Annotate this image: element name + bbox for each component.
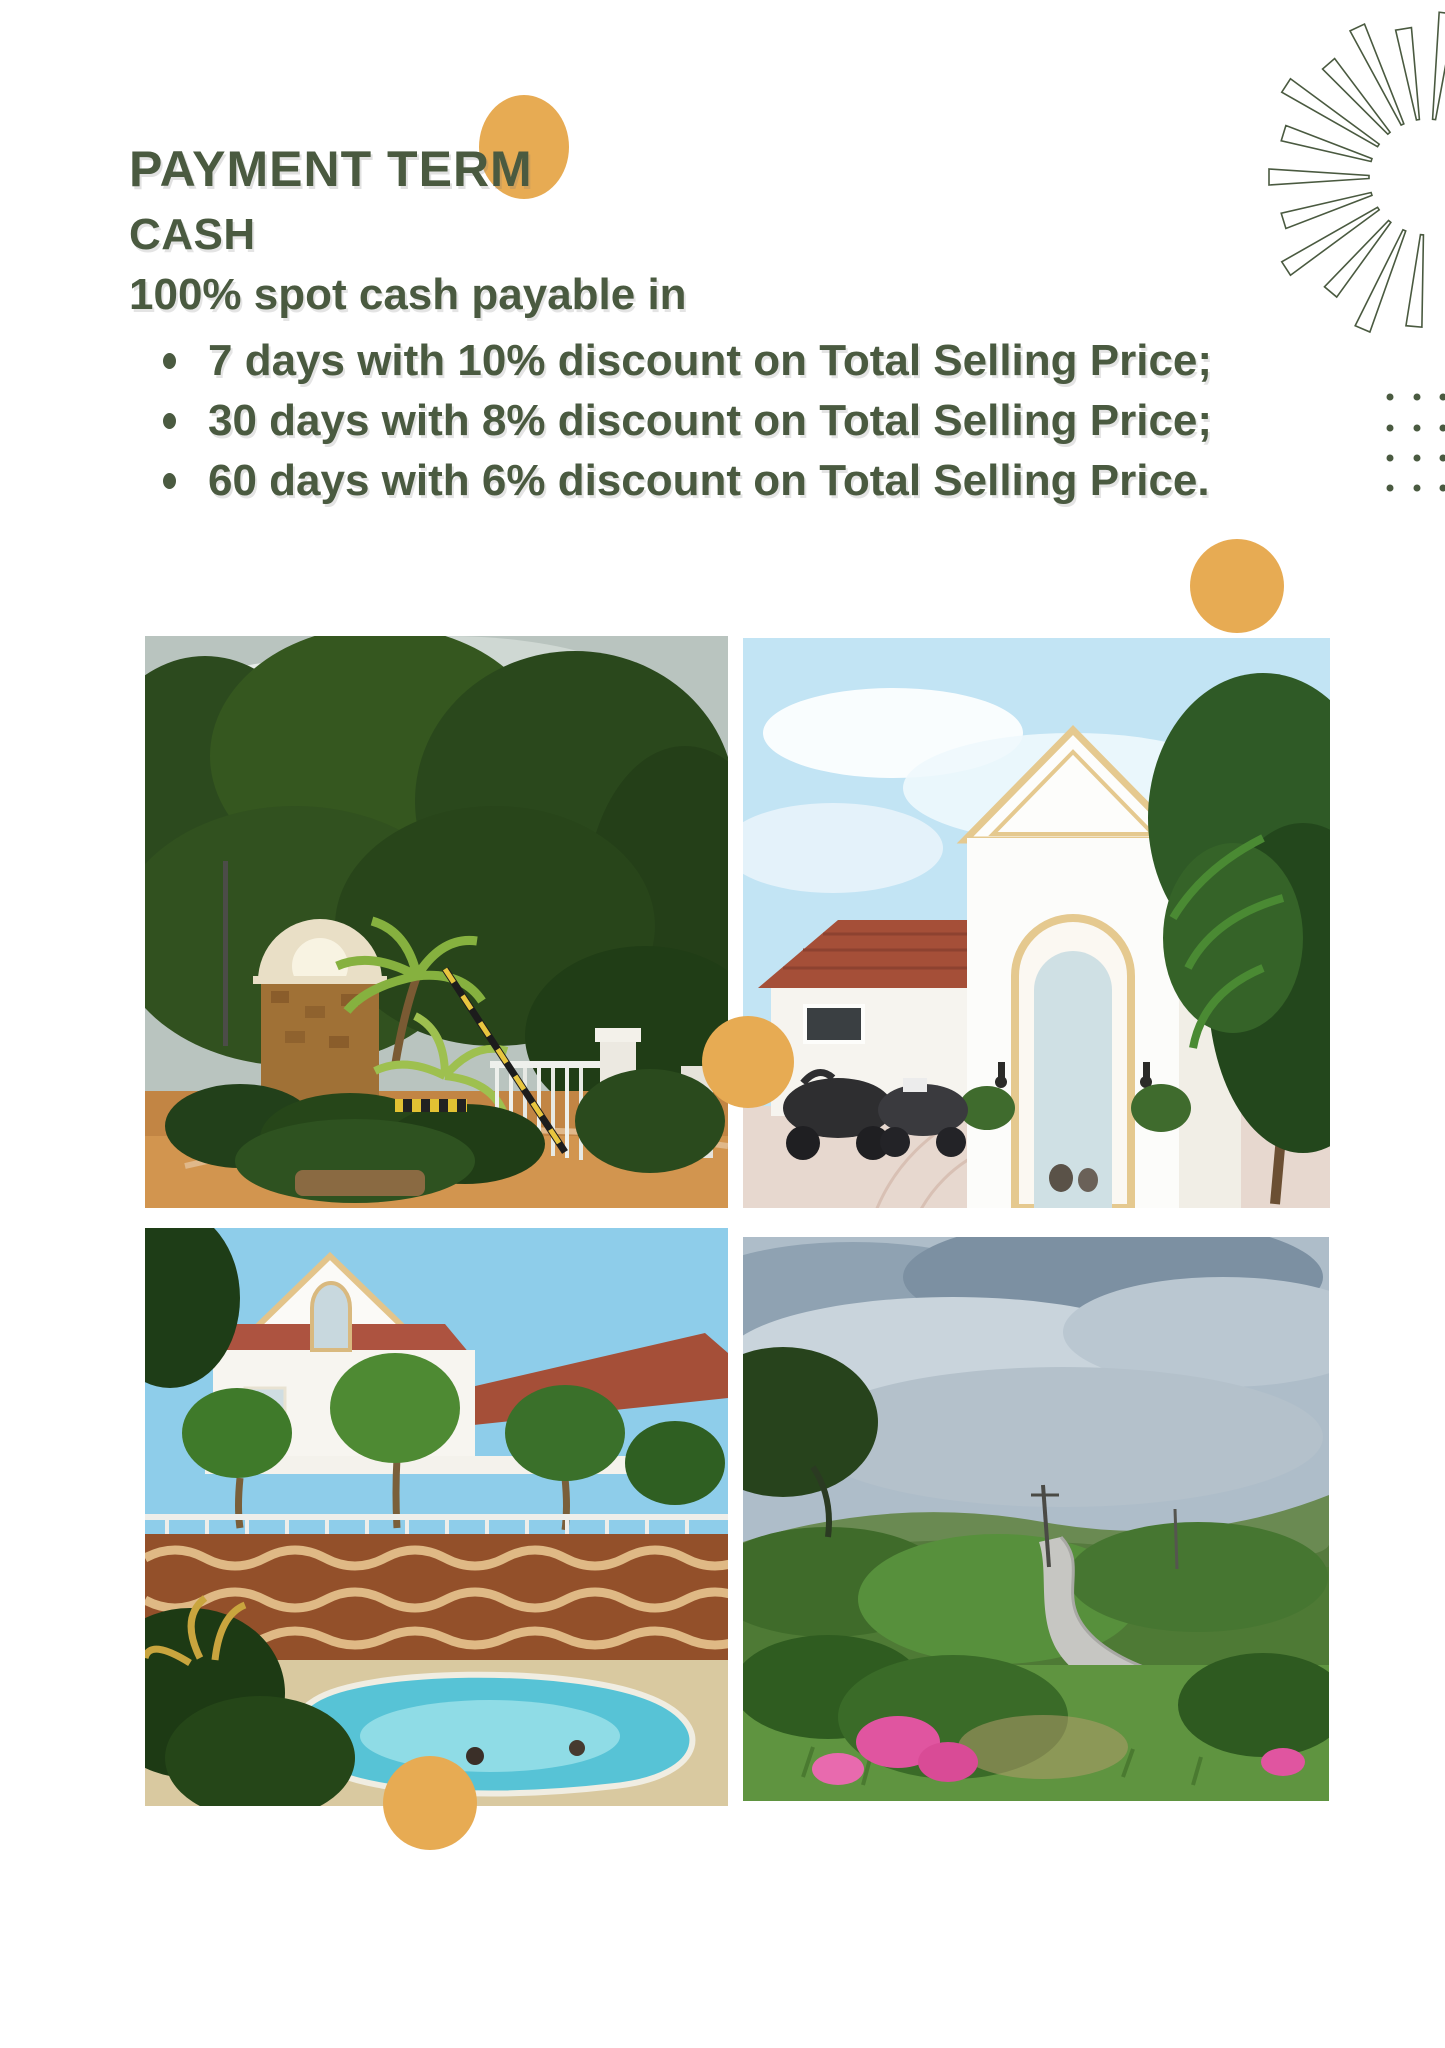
payment-method-heading: CASH (129, 210, 256, 259)
orange-circle-decoration (702, 1016, 794, 1108)
photo-swimming-pool (145, 1228, 728, 1806)
orange-circle-decoration (1190, 539, 1284, 633)
starburst-icon (1190, 0, 1445, 400)
bullet-dot-icon (163, 353, 176, 369)
payment-terms-list (163, 331, 1212, 511)
payment-term-item (163, 451, 1212, 511)
orange-circle-decoration (383, 1756, 477, 1850)
page-title: PAYMENT TERM (129, 141, 533, 197)
photo-entrance-gate (145, 636, 728, 1208)
payment-term-item (163, 391, 1212, 451)
payment-term-item (163, 331, 1212, 391)
payment-term-text: 30 days with 8% discount on Total Selling Price; (208, 396, 1213, 445)
dot-grid-icon (1376, 385, 1445, 500)
payment-term-text: 60 days with 6% discount on Total Selling Price. (208, 456, 1210, 505)
bullet-dot-icon (163, 473, 176, 489)
photo-hillside-landscape (743, 1237, 1329, 1801)
payment-term-text: 7 days with 10% discount on Total Selling Price; (208, 336, 1213, 385)
payment-intro-text: 100% spot cash payable in (129, 270, 687, 319)
bullet-dot-icon (163, 413, 176, 429)
photo-clubhouse-arch (743, 638, 1330, 1208)
